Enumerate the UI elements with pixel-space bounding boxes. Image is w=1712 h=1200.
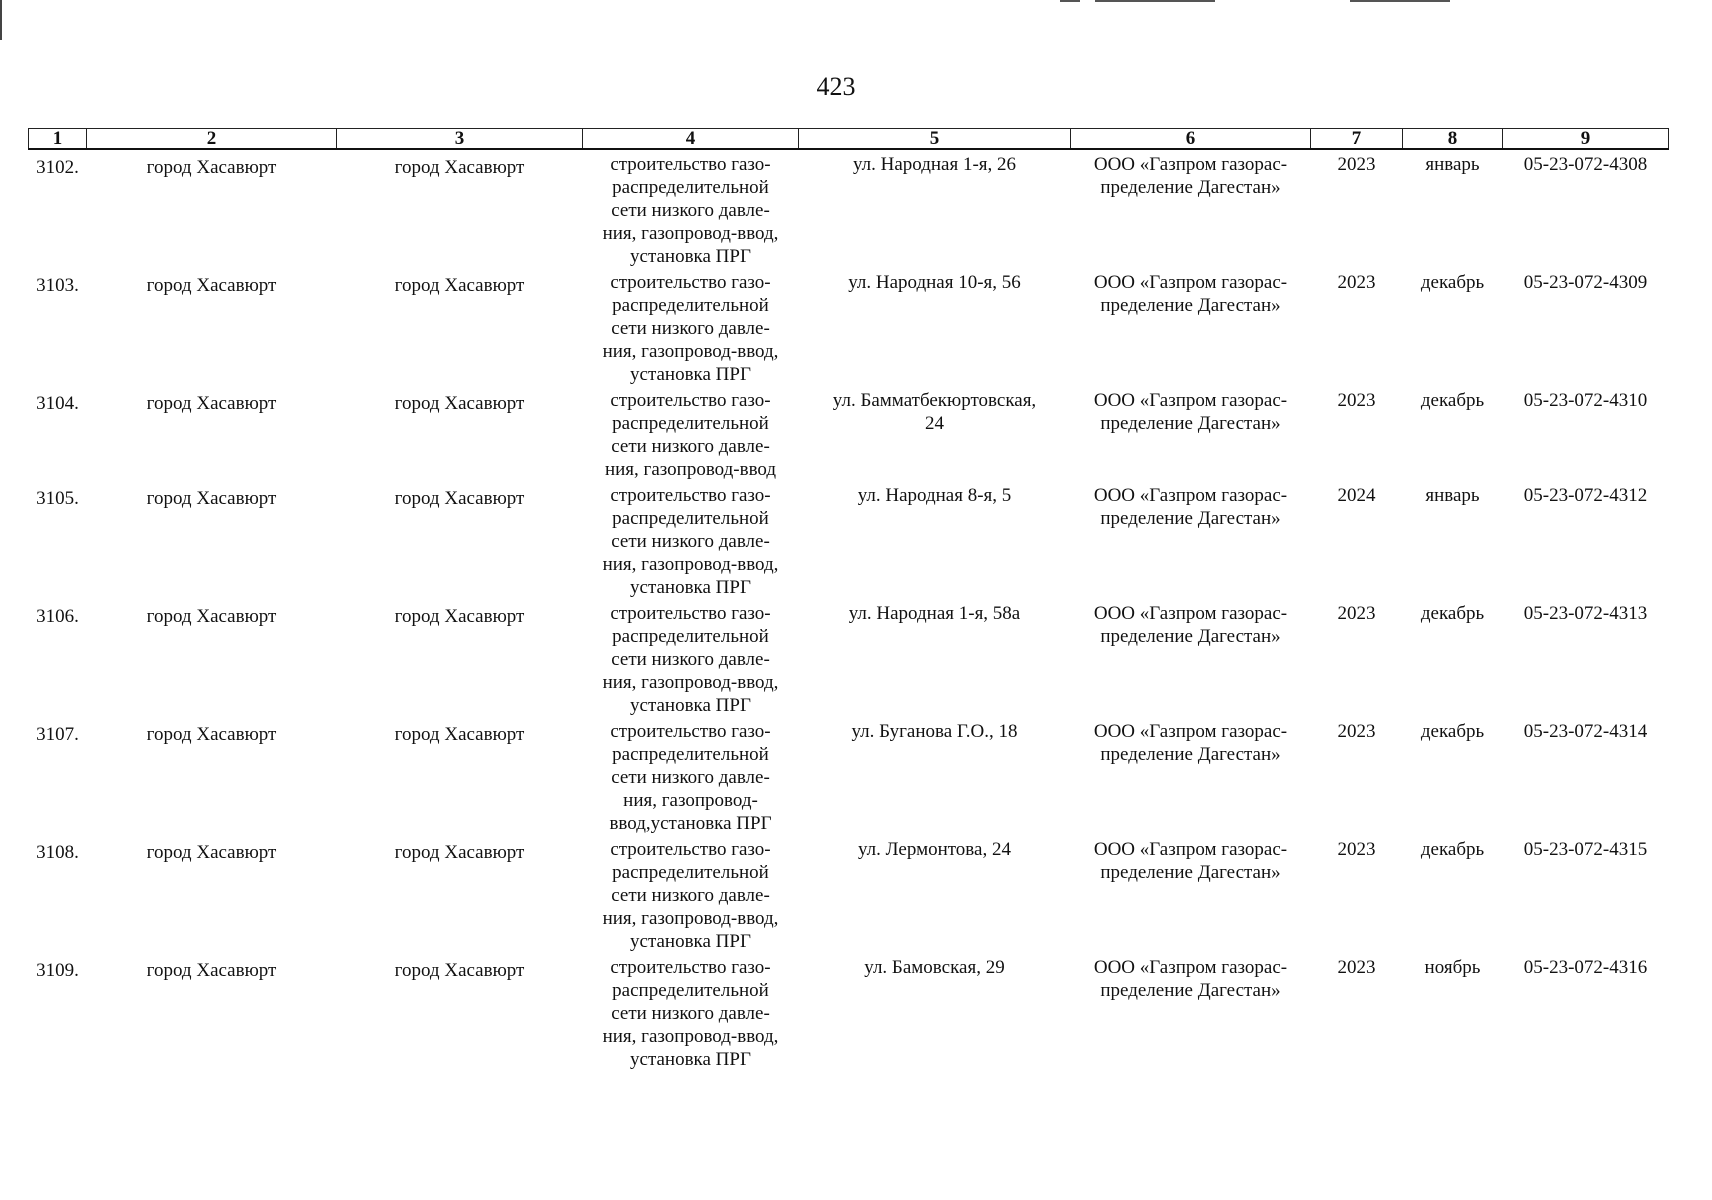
month-cell: декабрь	[1420, 839, 1485, 860]
scan-top-mark	[1060, 0, 1080, 2]
work-description-cell-line: сети низкого давле-	[611, 649, 770, 670]
work-description-cell	[583, 835, 799, 953]
address-cell	[799, 386, 1071, 481]
settlement-cell: город Хасавюрт	[394, 724, 525, 745]
row-number: 3103.	[36, 275, 79, 296]
work-description-cell-line: распределительной	[612, 508, 769, 529]
register-table	[28, 128, 1669, 1071]
organization-cell	[1071, 953, 1311, 1071]
row-number: 3108.	[36, 842, 79, 863]
organization-cell-line: ООО «Газпром газорас-	[1093, 603, 1288, 624]
locality-cell: город Хасавюрт	[146, 157, 277, 178]
settlement-cell: город Хасавюрт	[394, 842, 525, 863]
row-number: 3102.	[36, 157, 79, 178]
work-description-cell-line: ния, газопровод-ввод,	[602, 1026, 779, 1047]
work-description-cell-line: ния, газопровод-ввод,	[602, 341, 779, 362]
address-cell-line: 24	[925, 413, 944, 434]
work-description-cell-line: установка ПРГ	[630, 695, 751, 716]
address-cell	[799, 717, 1071, 835]
address-cell	[799, 481, 1071, 599]
year-cell: 2023	[1337, 603, 1376, 624]
work-description-cell-line: ния, газопровод-ввод,	[602, 908, 779, 929]
work-description-cell-line: ввод,установка ПРГ	[609, 813, 772, 834]
address-cell-line: ул. Народная 1-я, 26	[852, 154, 1017, 175]
settlement-cell: город Хасавюрт	[394, 157, 525, 178]
organization-cell-line: ООО «Газпром газорас-	[1093, 839, 1288, 860]
work-description-cell-line: установка ПРГ	[630, 364, 751, 385]
organization-cell-line: пределение Дагестан»	[1100, 177, 1281, 198]
organization-cell-line: ООО «Газпром газорас-	[1093, 154, 1288, 175]
address-cell	[799, 149, 1071, 268]
address-cell-line: ул. Бамматбекюртовская,	[832, 390, 1037, 411]
organization-cell-line: пределение Дагестан»	[1100, 295, 1281, 316]
table-row	[29, 717, 1669, 835]
work-description-cell-line: установка ПРГ	[630, 931, 751, 952]
work-description-cell-line: распределительной	[612, 413, 769, 434]
work-description-cell-line: сети низкого давле-	[611, 531, 770, 552]
work-description-cell-line: распределительной	[612, 626, 769, 647]
organization-cell	[1071, 481, 1311, 599]
locality-cell: город Хасавюрт	[146, 275, 277, 296]
settlement-cell: город Хасавюрт	[394, 488, 525, 509]
organization-cell-line: ООО «Газпром газорас-	[1093, 721, 1288, 742]
scan-top-mark	[1350, 0, 1450, 2]
work-description-cell-line: строительство газо-	[610, 721, 771, 742]
code-cell: 05-23-072-4310	[1523, 390, 1648, 411]
organization-cell-line: пределение Дагестан»	[1100, 980, 1281, 1001]
code-cell: 05-23-072-4313	[1523, 603, 1648, 624]
column-header: 7	[1311, 129, 1403, 150]
code-cell: 05-23-072-4316	[1523, 957, 1648, 978]
work-description-cell	[583, 599, 799, 717]
address-cell	[799, 953, 1071, 1071]
column-header: 9	[1503, 129, 1669, 150]
work-description-cell-line: установка ПРГ	[630, 1049, 751, 1070]
code-cell: 05-23-072-4312	[1523, 485, 1648, 506]
column-header: 6	[1071, 129, 1311, 150]
work-description-cell-line: ния, газопровод-ввод,	[602, 223, 779, 244]
row-number: 3107.	[36, 724, 79, 745]
address-cell-line: ул. Народная 1-я, 58а	[848, 603, 1021, 624]
work-description-cell-line: строительство газо-	[610, 485, 771, 506]
table-row	[29, 268, 1669, 386]
work-description-cell-line: сети низкого давле-	[611, 200, 770, 221]
work-description-cell-line: сети низкого давле-	[611, 436, 770, 457]
work-description-cell-line: сети низкого давле-	[611, 1003, 770, 1024]
organization-cell-line: ООО «Газпром газорас-	[1093, 390, 1288, 411]
work-description-cell-line: строительство газо-	[610, 957, 771, 978]
organization-cell-line: пределение Дагестан»	[1100, 413, 1281, 434]
table-row	[29, 481, 1669, 599]
organization-cell-line: пределение Дагестан»	[1100, 862, 1281, 883]
work-description-cell-line: сети низкого давле-	[611, 318, 770, 339]
organization-cell	[1071, 386, 1311, 481]
locality-cell: город Хасавюрт	[146, 724, 277, 745]
work-description-cell-line: распределительной	[612, 177, 769, 198]
work-description-cell-line: сети низкого давле-	[611, 767, 770, 788]
code-cell: 05-23-072-4314	[1523, 721, 1648, 742]
column-header: 3	[337, 129, 583, 150]
organization-cell-line: ООО «Газпром газорас-	[1093, 957, 1288, 978]
organization-cell-line: пределение Дагестан»	[1100, 744, 1281, 765]
locality-cell: город Хасавюрт	[146, 842, 277, 863]
work-description-cell-line: ния, газопровод-ввод,	[602, 672, 779, 693]
month-cell: январь	[1425, 485, 1480, 506]
table-row	[29, 953, 1669, 1071]
work-description-cell	[583, 953, 799, 1071]
work-description-cell-line: ния, газопровод-	[623, 790, 758, 811]
locality-cell: город Хасавюрт	[146, 960, 277, 981]
work-description-cell-line: установка ПРГ	[630, 577, 751, 598]
year-cell: 2023	[1337, 272, 1376, 293]
table-row	[29, 599, 1669, 717]
locality-cell: город Хасавюрт	[146, 606, 277, 627]
work-description-cell-line: распределительной	[612, 862, 769, 883]
scan-edge-mark	[0, 0, 2, 40]
organization-cell	[1071, 268, 1311, 386]
address-cell	[799, 268, 1071, 386]
organization-cell-line: пределение Дагестан»	[1100, 626, 1281, 647]
work-description-cell-line: распределительной	[612, 744, 769, 765]
scan-top-mark	[1095, 0, 1215, 2]
table-row	[29, 149, 1669, 268]
organization-cell-line: ООО «Газпром газорас-	[1093, 272, 1288, 293]
organization-cell	[1071, 599, 1311, 717]
address-cell	[799, 835, 1071, 953]
year-cell: 2023	[1337, 154, 1376, 175]
address-cell-line: ул. Лермонтова, 24	[858, 839, 1011, 860]
settlement-cell: город Хасавюрт	[394, 275, 525, 296]
work-description-cell	[583, 386, 799, 481]
address-cell-line: ул. Бамовская, 29	[864, 957, 1005, 978]
year-cell: 2023	[1337, 390, 1376, 411]
settlement-cell: город Хасавюрт	[394, 606, 525, 627]
code-cell: 05-23-072-4308	[1523, 154, 1648, 175]
month-cell: декабрь	[1420, 390, 1485, 411]
work-description-cell-line: ния, газопровод-ввод,	[602, 554, 779, 575]
address-cell-line: ул. Буганова Г.О., 18	[851, 721, 1018, 742]
column-header: 5	[799, 129, 1071, 150]
work-description-cell-line: установка ПРГ	[630, 246, 751, 267]
column-header: 8	[1403, 129, 1503, 150]
table-row	[29, 386, 1669, 481]
organization-cell	[1071, 835, 1311, 953]
header-row	[29, 129, 1669, 150]
page-number: 423	[816, 72, 856, 101]
month-cell: ноябрь	[1424, 957, 1481, 978]
column-header: 2	[87, 129, 337, 150]
organization-cell-line: ООО «Газпром газорас-	[1093, 485, 1288, 506]
column-header: 1	[29, 129, 87, 150]
month-cell: январь	[1425, 154, 1480, 175]
code-cell: 05-23-072-4309	[1523, 272, 1648, 293]
locality-cell: город Хасавюрт	[146, 393, 277, 414]
work-description-cell	[583, 481, 799, 599]
work-description-cell-line: строительство газо-	[610, 390, 771, 411]
table-row	[29, 835, 1669, 953]
work-description-cell-line: строительство газо-	[610, 272, 771, 293]
organization-cell	[1071, 717, 1311, 835]
work-description-cell-line: распределительной	[612, 980, 769, 1001]
work-description-cell	[583, 268, 799, 386]
code-cell: 05-23-072-4315	[1523, 839, 1648, 860]
organization-cell-line: пределение Дагестан»	[1100, 508, 1281, 529]
settlement-cell: город Хасавюрт	[394, 960, 525, 981]
work-description-cell	[583, 717, 799, 835]
work-description-cell-line: сети низкого давле-	[611, 885, 770, 906]
year-cell: 2023	[1337, 839, 1376, 860]
year-cell: 2023	[1337, 957, 1376, 978]
work-description-cell-line: строительство газо-	[610, 154, 771, 175]
address-cell	[799, 599, 1071, 717]
locality-cell: город Хасавюрт	[146, 488, 277, 509]
column-header: 4	[583, 129, 799, 150]
month-cell: декабрь	[1420, 603, 1485, 624]
work-description-cell-line: строительство газо-	[610, 603, 771, 624]
settlement-cell: город Хасавюрт	[394, 393, 525, 414]
organization-cell	[1071, 149, 1311, 268]
work-description-cell	[583, 149, 799, 268]
row-number: 3109.	[36, 960, 79, 981]
work-description-cell-line: распределительной	[612, 295, 769, 316]
row-number: 3104.	[36, 393, 79, 414]
address-cell-line: ул. Народная 8-я, 5	[857, 485, 1012, 506]
row-number: 3106.	[36, 606, 79, 627]
work-description-cell-line: ния, газопровод-ввод	[604, 459, 777, 480]
month-cell: декабрь	[1420, 272, 1485, 293]
month-cell: декабрь	[1420, 721, 1485, 742]
address-cell-line: ул. Народная 10-я, 56	[848, 272, 1021, 293]
year-cell: 2023	[1337, 721, 1376, 742]
year-cell: 2024	[1337, 485, 1376, 506]
work-description-cell-line: строительство газо-	[610, 839, 771, 860]
row-number: 3105.	[36, 488, 79, 509]
